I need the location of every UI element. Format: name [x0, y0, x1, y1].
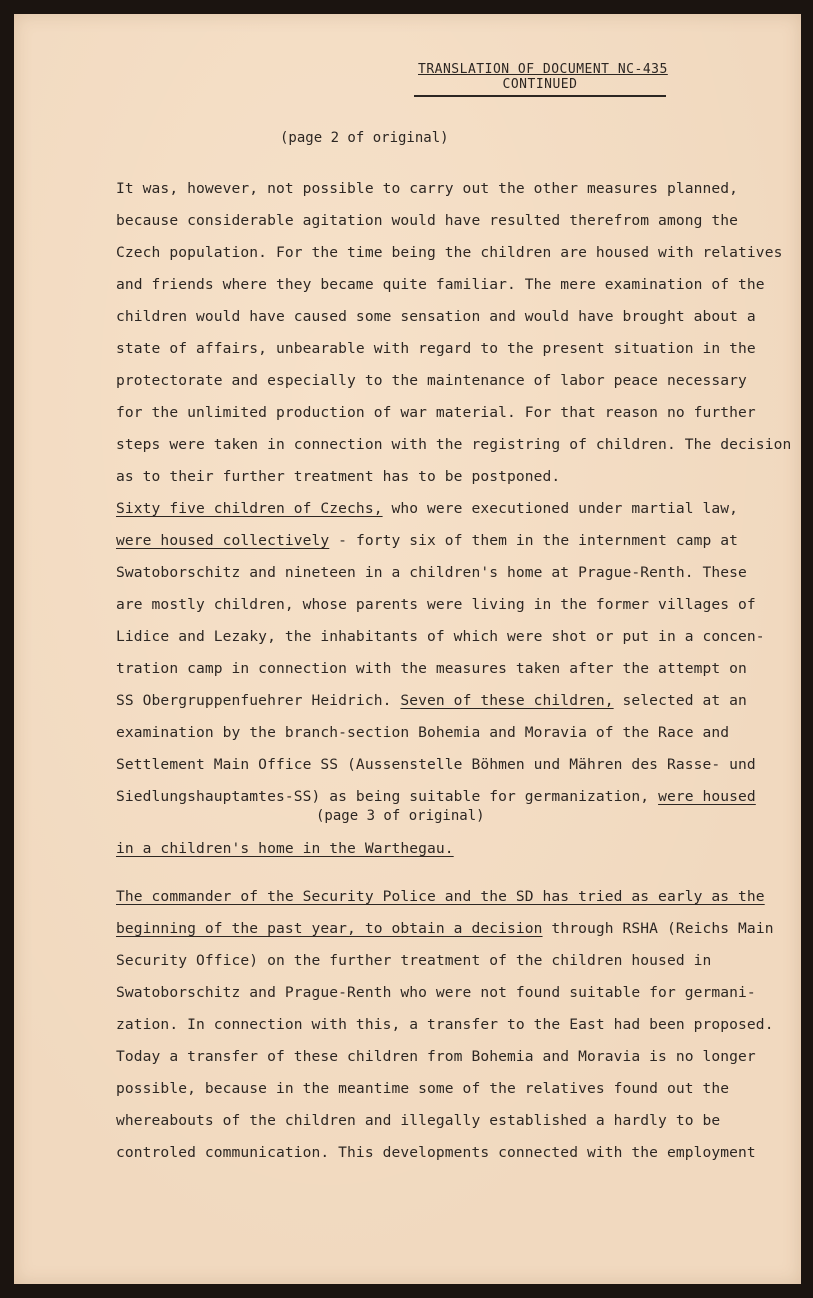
underlined-text: Seven of these children,: [400, 692, 614, 709]
header-title: TRANSLATION OF DOCUMENT NC-435: [418, 62, 668, 77]
text-line: possible, because in the meantime some of the relatives found out the: [116, 1080, 730, 1097]
text-line: [116, 840, 454, 857]
text-line: tration camp in connection with the measures taken after the attempt on: [116, 660, 747, 677]
text-line: zation. In connection with this, a transfer to the East had been proposed.: [116, 1016, 774, 1033]
text-line: It was, however, not possible to carry out the other measures planned,: [116, 180, 739, 197]
text-line: as to their further treatment has to be postponed.: [116, 468, 561, 485]
line-text: selected at an: [613, 692, 747, 709]
page-ref-2: (page 2 of original): [280, 130, 449, 146]
text-line: Swatoborschitz and Prague-Renth who were not found suitable for germani-: [116, 984, 756, 1001]
text-line: are mostly children, whose parents were living in the former villages of: [116, 596, 756, 613]
document-header: [418, 62, 668, 92]
text-line: steps were taken in connection with the registring of children. The decision: [116, 436, 792, 453]
text-line: state of affairs, unbearable with regard to the present situation in the: [116, 340, 756, 357]
line-text: - forty six of them in the internment camp at: [329, 532, 739, 549]
underlined-text: were housed: [658, 788, 756, 805]
text-line: Settlement Main Office SS (Aussenstelle Böhmen und Mähren des Rasse- und: [116, 756, 756, 773]
line-text: through RSHA (Reichs Main: [542, 920, 774, 937]
text-line: Today a transfer of these children from Bohemia and Moravia is no longer: [116, 1048, 756, 1065]
text-line: controled communication. This developments connected with the employment: [116, 1144, 756, 1161]
text-line: [116, 888, 765, 905]
text-line: [116, 532, 738, 549]
text-line: [116, 692, 747, 709]
text-line: [116, 788, 756, 805]
text-line: Lidice and Lezaky, the inhabitants of which were shot or put in a concen-: [116, 628, 765, 645]
text-line: for the unlimited production of war material. For that reason no further: [116, 404, 756, 421]
line-text: SS Obergruppenfuehrer Heidrich.: [116, 692, 401, 709]
underlined-text: beginning of the past year, to obtain a decision: [116, 920, 543, 937]
text-line: [116, 920, 774, 937]
text-line: Security Office) on the further treatment of the children housed in: [116, 952, 712, 969]
header-subtitle: CONTINUED: [502, 77, 578, 92]
underlined-text: The commander of the Security Police and the SD has tried as early as the: [116, 888, 765, 905]
text-line: [116, 500, 738, 517]
underlined-text: Sixty five children of Czechs,: [116, 500, 383, 517]
underlined-text: were housed collectively: [116, 532, 330, 549]
text-line: examination by the branch-section Bohemia and Moravia of the Race and: [116, 724, 730, 741]
line-text: Siedlungshauptamtes-SS) as being suitable for germanization,: [116, 788, 659, 805]
text-line: whereabouts of the children and illegally established a hardly to be: [116, 1112, 721, 1129]
text-line: because considerable agitation would have resulted therefrom among the: [116, 212, 739, 229]
text-line: Czech population. For the time being the children are housed with relatives: [116, 244, 783, 261]
header-rule: [414, 95, 666, 97]
line-text: who were executioned under martial law,: [382, 500, 739, 517]
page-ref-3: (page 3 of original): [316, 808, 485, 824]
text-line: protectorate and especially to the maintenance of labor peace necessary: [116, 372, 747, 389]
text-line: children would have caused some sensation and would have brought about a: [116, 308, 756, 325]
text-line: Swatoborschitz and nineteen in a children's home at Prague-Renth. These: [116, 564, 747, 581]
underlined-text: in a children's home in the Warthegau.: [116, 840, 454, 857]
text-line: and friends where they became quite familiar. The mere examination of the: [116, 276, 765, 293]
